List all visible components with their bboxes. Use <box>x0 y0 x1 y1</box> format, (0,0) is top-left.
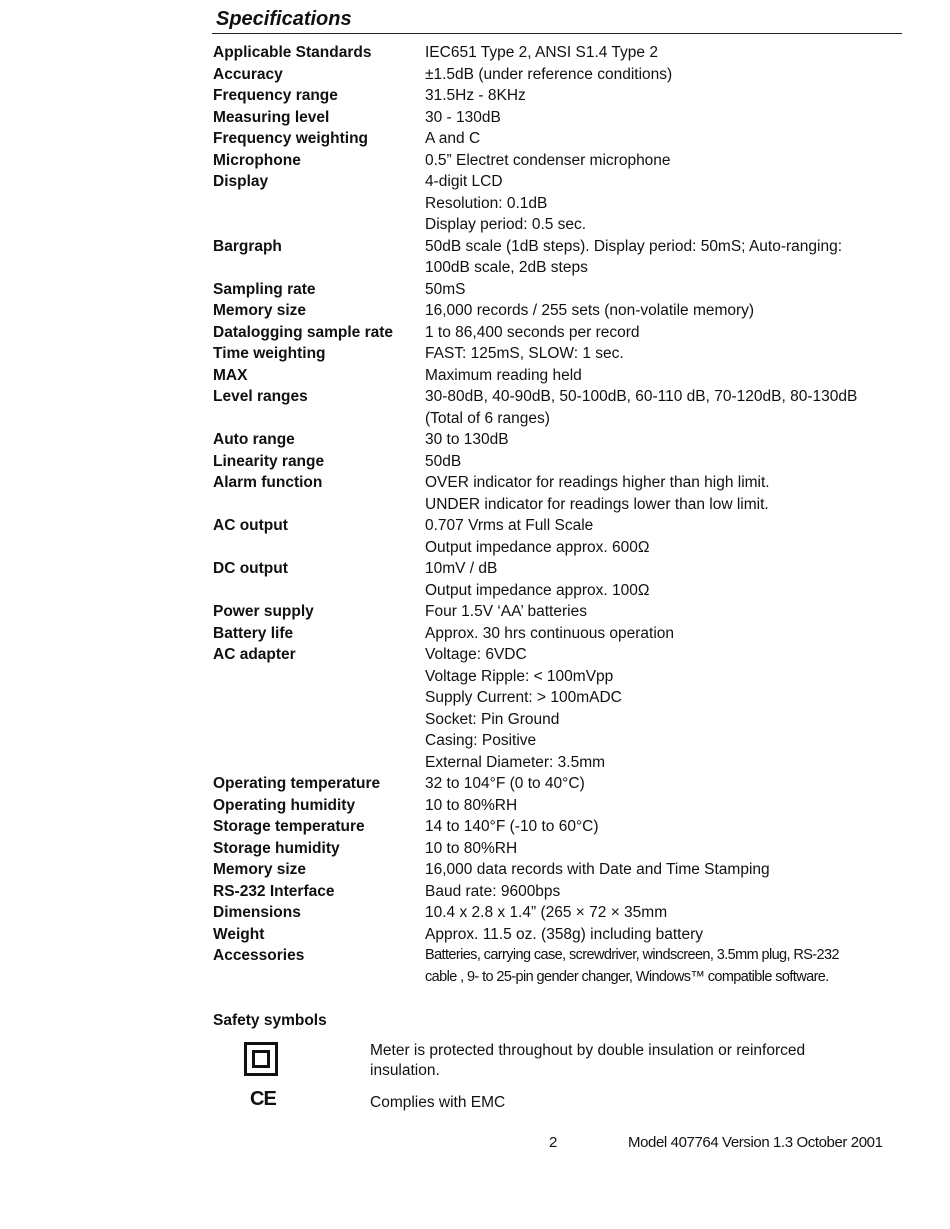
spec-row <box>213 343 913 365</box>
spec-value: 16,000 records / 255 sets (non-volatile memory) <box>425 302 755 319</box>
spec-label: RS-232 Interface <box>213 882 335 900</box>
spec-label: Storage temperature <box>213 818 365 835</box>
spec-values <box>425 107 913 129</box>
double-insulation-description: Meter is protected throughout by double insulation or reinforced insulation. <box>370 1042 806 1079</box>
spec-values <box>425 859 913 881</box>
spec-row <box>213 451 913 473</box>
spec-values <box>425 902 913 924</box>
spec-value: Output impedance approx. 100Ω <box>425 581 650 599</box>
spec-label: Weight <box>213 925 265 943</box>
spec-value: 50dB scale (1dB steps). Display period: 50mS; Auto-ranging: <box>425 237 843 255</box>
spec-row <box>213 795 913 817</box>
spec-values <box>425 171 913 236</box>
spec-label: Display <box>213 173 269 190</box>
spec-row <box>213 300 913 322</box>
spec-row <box>213 171 913 236</box>
spec-label: Sampling rate <box>213 280 316 298</box>
spec-values <box>425 128 913 150</box>
spec-value: 31.5Hz - 8KHz <box>425 87 526 104</box>
double-insulation-icon <box>244 1042 278 1076</box>
spec-row <box>213 236 913 279</box>
spec-row <box>213 150 913 172</box>
spec-values <box>425 429 913 451</box>
spec-values <box>425 881 913 903</box>
spec-label: Measuring level <box>213 108 330 126</box>
spec-values <box>425 150 913 172</box>
spec-row <box>213 859 913 881</box>
spec-label: Battery life <box>213 624 294 642</box>
spec-values <box>425 816 913 838</box>
spec-row <box>213 881 913 903</box>
spec-label: MAX <box>213 366 248 384</box>
spec-values <box>425 644 913 773</box>
spec-value: 10 to 80%RH <box>425 839 518 857</box>
spec-row <box>213 472 913 515</box>
spec-values <box>425 945 913 988</box>
spec-row <box>213 924 913 946</box>
spec-values <box>425 300 913 322</box>
spec-row <box>213 773 913 795</box>
spec-values <box>425 558 913 601</box>
spec-row <box>213 386 913 429</box>
spec-value: ±1.5dB (under reference conditions) <box>425 65 673 83</box>
spec-row <box>213 838 913 860</box>
spec-value: Voltage: 6VDC <box>425 646 527 663</box>
spec-label: Auto range <box>213 431 295 448</box>
spec-label: AC output <box>213 517 288 534</box>
spec-value: Socket: Pin Ground <box>425 710 560 728</box>
spec-value: Resolution: 0.1dB <box>425 194 548 212</box>
spec-value: 4-digit LCD <box>425 173 503 190</box>
spec-values <box>425 515 913 558</box>
spec-value: Casing: Positive <box>425 732 537 749</box>
spec-value: IEC651 Type 2, ANSI S1.4 Type 2 <box>425 44 658 61</box>
spec-row <box>213 601 913 623</box>
spec-value: External Diameter: 3.5mm <box>425 753 606 771</box>
spec-value: 14 to 140°F (-10 to 60°C) <box>425 818 599 835</box>
spec-label: Operating humidity <box>213 796 356 814</box>
page-title: Specifications <box>216 8 352 30</box>
spec-value: A and C <box>425 130 481 147</box>
spec-values <box>425 451 913 473</box>
spec-value: 10.4 x 2.8 x 1.4” (265 × 72 × 35mm <box>425 904 668 921</box>
spec-values <box>425 64 913 86</box>
spec-value: 10mV / dB <box>425 560 498 577</box>
spec-value: Maximum reading held <box>425 366 582 384</box>
spec-row <box>213 429 913 451</box>
spec-row <box>213 365 913 387</box>
spec-value: UNDER indicator for readings lower than low limit. <box>425 495 769 513</box>
ce-mark-icon: CE <box>250 1088 276 1110</box>
spec-label: Level ranges <box>213 388 308 405</box>
spec-row <box>213 623 913 645</box>
spec-value: 100dB scale, 2dB steps <box>425 259 588 276</box>
spec-value: Approx. 30 hrs continuous operation <box>425 624 675 642</box>
spec-values <box>425 386 913 429</box>
spec-label: Time weighting <box>213 345 326 362</box>
spec-row <box>213 42 913 64</box>
spec-values <box>425 42 913 64</box>
spec-values <box>425 795 913 817</box>
specifications-table <box>213 42 913 988</box>
spec-value: Voltage Ripple: < 100mVpp <box>425 667 614 685</box>
spec-row <box>213 816 913 838</box>
spec-label: Bargraph <box>213 237 282 255</box>
safety-symbols-heading: Safety symbols <box>213 1012 327 1029</box>
spec-row <box>213 279 913 301</box>
spec-values <box>425 601 913 623</box>
spec-value: 32 to 104°F (0 to 40°C) <box>425 775 585 792</box>
spec-label: Accessories <box>213 947 305 964</box>
spec-value: 30 to 130dB <box>425 431 509 448</box>
title-rule <box>212 33 902 34</box>
spec-label: Microphone <box>213 151 301 169</box>
spec-value: Four 1.5V ‘AA’ batteries <box>425 603 587 620</box>
spec-label: AC adapter <box>213 646 296 663</box>
spec-row <box>213 64 913 86</box>
spec-value: 0.5” Electret condenser microphone <box>425 151 671 169</box>
spec-value: Approx. 11.5 oz. (358g) including battery <box>425 925 704 943</box>
spec-row <box>213 85 913 107</box>
spec-value: Supply Current: > 100mADC <box>425 689 622 706</box>
spec-value: 50mS <box>425 280 466 298</box>
spec-values <box>425 322 913 344</box>
spec-label: Applicable Standards <box>213 44 372 61</box>
spec-value: 30-80dB, 40-90dB, 50-100dB, 60-110 dB, 70-120dB, 80-130dB <box>425 388 858 405</box>
spec-label: Linearity range <box>213 452 325 470</box>
spec-values <box>425 773 913 795</box>
spec-values <box>425 236 913 279</box>
spec-row <box>213 558 913 601</box>
spec-label: Frequency range <box>213 87 338 104</box>
spec-row <box>213 322 913 344</box>
spec-values <box>425 838 913 860</box>
page-number: 2 <box>549 1134 558 1151</box>
spec-label: Dimensions <box>213 904 301 921</box>
spec-row <box>213 945 913 988</box>
spec-value: (Total of 6 ranges) <box>425 409 550 427</box>
spec-value: cable , 9- to 25-pin gender changer, Windows™ compatible software. <box>425 968 829 985</box>
spec-value: Batteries, carrying case, screwdriver, windscreen, 3.5mm plug, RS-232 <box>425 947 839 963</box>
spec-row <box>213 902 913 924</box>
spec-value: 30 - 130dB <box>425 108 501 126</box>
spec-value: OVER indicator for readings higher than high limit. <box>425 474 770 491</box>
spec-value: 1 to 86,400 seconds per record <box>425 323 640 341</box>
spec-values <box>425 365 913 387</box>
spec-values <box>425 924 913 946</box>
spec-values <box>425 472 913 515</box>
spec-label: Memory size <box>213 302 307 319</box>
spec-label: DC output <box>213 560 288 577</box>
spec-value: Output impedance approx. 600Ω <box>425 538 650 556</box>
spec-label: Memory size <box>213 861 307 878</box>
spec-values <box>425 623 913 645</box>
spec-label: Frequency weighting <box>213 130 369 147</box>
spec-label: Operating temperature <box>213 775 381 792</box>
spec-value: Baud rate: 9600bps <box>425 882 561 900</box>
spec-values <box>425 279 913 301</box>
spec-label: Accuracy <box>213 65 283 83</box>
spec-value: 10 to 80%RH <box>425 796 518 814</box>
spec-label: Storage humidity <box>213 839 340 857</box>
spec-row <box>213 107 913 129</box>
spec-value: 16,000 data records with Date and Time Stamping <box>425 861 770 878</box>
spec-label: Datalogging sample rate <box>213 323 394 341</box>
spec-value: 0.707 Vrms at Full Scale <box>425 517 594 534</box>
spec-row <box>213 515 913 558</box>
footer-model-version: Model 407764 Version 1.3 October 2001 <box>628 1134 883 1151</box>
spec-values <box>425 343 913 365</box>
spec-value: 50dB <box>425 452 462 470</box>
spec-row <box>213 644 913 773</box>
spec-label: Power supply <box>213 603 314 620</box>
spec-value: FAST: 125mS, SLOW: 1 sec. <box>425 345 624 362</box>
ce-description: Complies with EMC <box>370 1094 506 1111</box>
spec-value: Display period: 0.5 sec. <box>425 216 587 233</box>
spec-values <box>425 85 913 107</box>
spec-row <box>213 128 913 150</box>
spec-label: Alarm function <box>213 474 323 491</box>
